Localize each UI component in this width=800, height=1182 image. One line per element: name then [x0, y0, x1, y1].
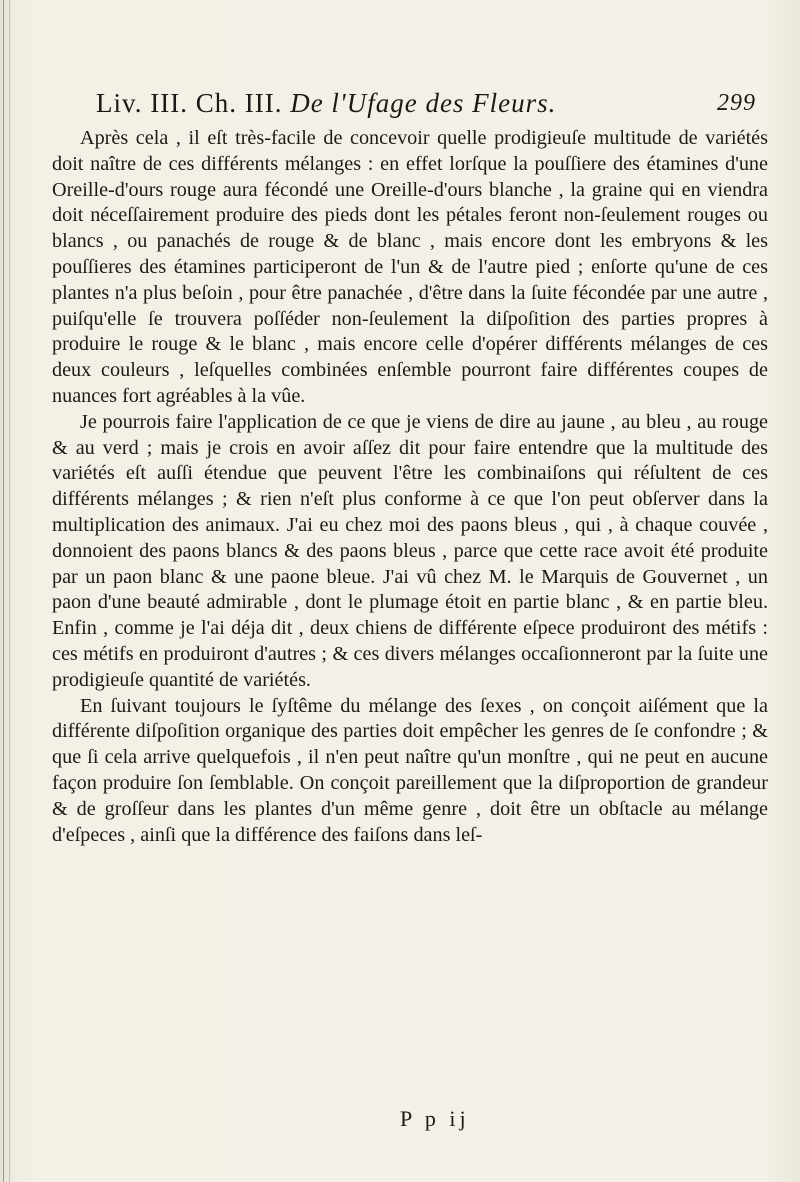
- header-title-line: [96, 88, 556, 119]
- page-edge-line: [9, 0, 10, 1182]
- paragraph: En ſuivant toujours le ſyſtême du mélange des ſexes , on conçoit aiſément que la différente diſpoſition organique des parties doit empêcher les genres de ſe confondre ; & que ſi cela arrive quelquefois , il n'en peut naître qu'un monſtre , qui ne peut en aucune façon produire ſon ſemblable. On conçoit pareillement que la diſproportion de grandeur & de groſſeur dans les plantes d'un même genre , doit être un obſtacle au mélange d'eſpeces , ainſi que la différence des faiſons dans leſ-: [52, 694, 768, 846]
- paragraph: Après cela , il eſt très-facile de concevoir quelle prodigieuſe multitude de variétés doit naître de ces différents mélanges : en effet lorſque la pouſſiere des étamines d'une Oreille-d'ours rouge aura fécondé une Oreille-d'ours blanche , la graine qui en viendra doit néceſſairement produire des pieds dont les pétales feront non-ſeulement rouges ou blancs , ou panachés de rouge & de blanc , mais encore dont les embryons & les pouſſieres des étamines participeront de l'un & de l'autre pied ; enſorte qu'une de ces plantes n'a plus beſoin , pour être panachée , d'être dans la ſuite fécondée par une autre , puiſqu'elle ſe trouvera poſſéder non-ſeulement la diſpoſition des parties propres à produire le rouge & le blanc , mais encore celle d'opérer différents mélanges de ces deux couleurs , leſquelles combinées enſemble pourront faire différentes coupes de nuances fort agréables à la vûe.: [52, 127, 768, 407]
- signature-mark: P p ij: [400, 1106, 470, 1131]
- book-chapter: Liv. III. Ch. III.: [96, 88, 283, 118]
- body-text: [52, 126, 768, 848]
- section-title: De l'Ufage des Fleurs.: [290, 88, 557, 118]
- paragraph: Je pourrois faire l'application de ce que je viens de dire au jaune , au bleu , au rouge & au verd ; mais je crois en avoir aſſez dit pour faire entendre que la multitude des variétés eſt auſſi étendue que peuvent l'être les combinaiſons qui réſultent de ces différents mélanges ; & rien n'eſt plus conforme à ce que l'on peut obſerver dans la multiplication des animaux. J'ai eu chez moi des paons bleus , qui , à chaque couvée , donnoient des paons blancs & des paons bleus , parce que cette race avoit été produite par un paon blanc & une paone bleue. J'ai vû chez M. le Marquis de Gouvernet , un paon d'une beauté admirable , dont le plumage étoit en partie blanc , & en partie bleu. Enfin , comme je l'ai déja dit , deux chiens de différente eſpece produiront des métifs : ces métifs en produiront d'autres ; & ces divers mélanges occaſionneront par la ſuite une prodigieuſe quantité de variétés.: [52, 410, 768, 691]
- page-number: 299: [717, 90, 756, 116]
- running-header: [96, 80, 756, 124]
- page-edge-line: [3, 0, 4, 1182]
